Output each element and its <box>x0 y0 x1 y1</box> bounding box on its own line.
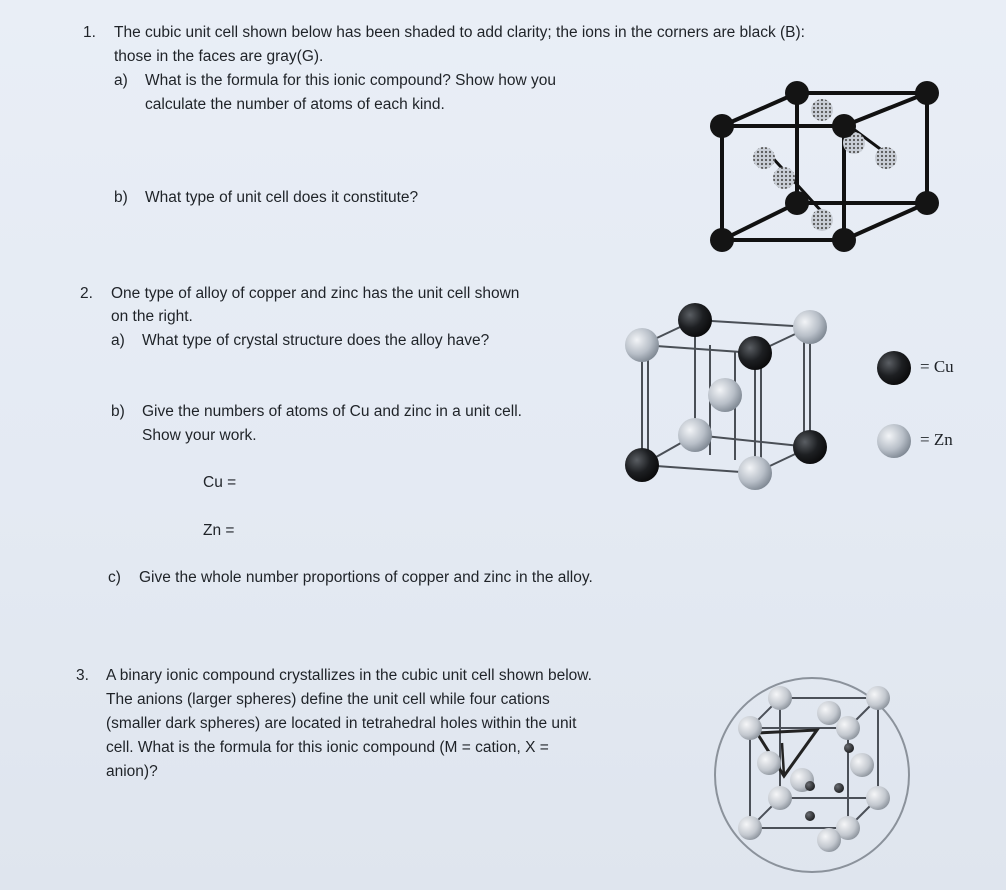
q2-text-line2: on the right. <box>111 308 193 325</box>
anion-sphere <box>866 786 890 810</box>
cation-sphere <box>844 743 854 753</box>
cu-atom <box>738 336 772 370</box>
legend-zn-swatch <box>876 423 912 459</box>
corner-atom-black <box>710 114 734 138</box>
q1a-label: a) <box>114 72 128 89</box>
zn-atom <box>708 378 742 412</box>
corner-atom-black <box>785 81 809 105</box>
anion-sphere <box>738 716 762 740</box>
q1-number: 1. <box>83 24 96 41</box>
q1b-text: What type of unit cell does it constitute? <box>145 189 419 206</box>
face-atom-gray <box>811 209 833 231</box>
legend-zn-label: = Zn <box>920 430 953 449</box>
cation-sphere <box>805 781 815 791</box>
cation-sphere <box>834 783 844 793</box>
q3-number: 3. <box>76 667 89 684</box>
q3-text-line2: The anions (larger spheres) define the unit cell while four cations <box>106 691 550 708</box>
q1-text-line2: those in the faces are gray(G). <box>114 48 324 65</box>
q1b-label: b) <box>114 189 128 206</box>
anion-sphere <box>850 753 874 777</box>
anion-sphere <box>817 701 841 725</box>
zn-atom <box>678 418 712 452</box>
q3-text-line3: (smaller dark spheres) are located in tetrahedral holes within the unit <box>106 715 577 732</box>
q3-text-line4: cell. What is the formula for this ionic compound (M = cation, X = <box>106 739 549 756</box>
corner-atom-black <box>915 81 939 105</box>
q1-unit-cell-diagram <box>700 70 950 260</box>
corner-atom-black <box>710 228 734 252</box>
q3-text-line1: A binary ionic compound crystallizes in the cubic unit cell shown below. <box>106 667 592 684</box>
corner-atom-black <box>915 191 939 215</box>
zn-atom <box>793 310 827 344</box>
anion-sphere <box>738 816 762 840</box>
cu-atom <box>793 430 827 464</box>
q3-unit-cell-diagram <box>712 668 912 878</box>
q2c-text: Give the whole number proportions of copper and zinc in the alloy. <box>139 569 593 586</box>
q2b-label: b) <box>111 403 125 420</box>
q2b-text-line1: Give the numbers of atoms of Cu and zinc in a unit cell. <box>142 403 522 420</box>
zn-answer-blank: Zn = <box>203 522 235 539</box>
anion-sphere <box>768 786 792 810</box>
anion-sphere <box>768 686 792 710</box>
cu-answer-blank: Cu = <box>203 474 237 491</box>
legend-cu-swatch <box>876 350 912 386</box>
zn-atom <box>625 328 659 362</box>
q2c-label: c) <box>108 569 121 586</box>
anion-sphere <box>817 828 841 852</box>
q2-text-line1: One type of alloy of copper and zinc has the unit cell shown <box>111 285 520 302</box>
zn-atom <box>738 456 772 490</box>
q2-alloy-unit-cell-diagram <box>615 295 840 500</box>
cu-atom <box>678 303 712 337</box>
q3-text-line5: anion)? <box>106 763 158 780</box>
legend-cu-label: = Cu <box>920 357 954 376</box>
face-atom-gray <box>753 147 775 169</box>
anion-sphere <box>836 716 860 740</box>
q1a-text-line2: calculate the number of atoms of each kind. <box>145 96 445 113</box>
face-atom-gray <box>875 147 897 169</box>
anion-sphere <box>866 686 890 710</box>
q1-text-line1: The cubic unit cell shown below has been shaded to add clarity; the ions in the corners are black (B): <box>114 24 805 41</box>
face-atom-gray <box>773 167 795 189</box>
q2-number: 2. <box>80 285 93 302</box>
corner-atom-black <box>832 228 856 252</box>
q2a-label: a) <box>111 332 125 349</box>
corner-atom-black <box>785 191 809 215</box>
q1a-text-line1: What is the formula for this ionic compound? Show how you <box>145 72 556 89</box>
q2a-text: What type of crystal structure does the alloy have? <box>142 332 490 349</box>
q2b-text-line2: Show your work. <box>142 427 257 444</box>
face-atom-gray <box>811 99 833 121</box>
corner-atom-black <box>832 114 856 138</box>
cu-atom <box>625 448 659 482</box>
cation-sphere <box>805 811 815 821</box>
anion-sphere <box>757 751 781 775</box>
